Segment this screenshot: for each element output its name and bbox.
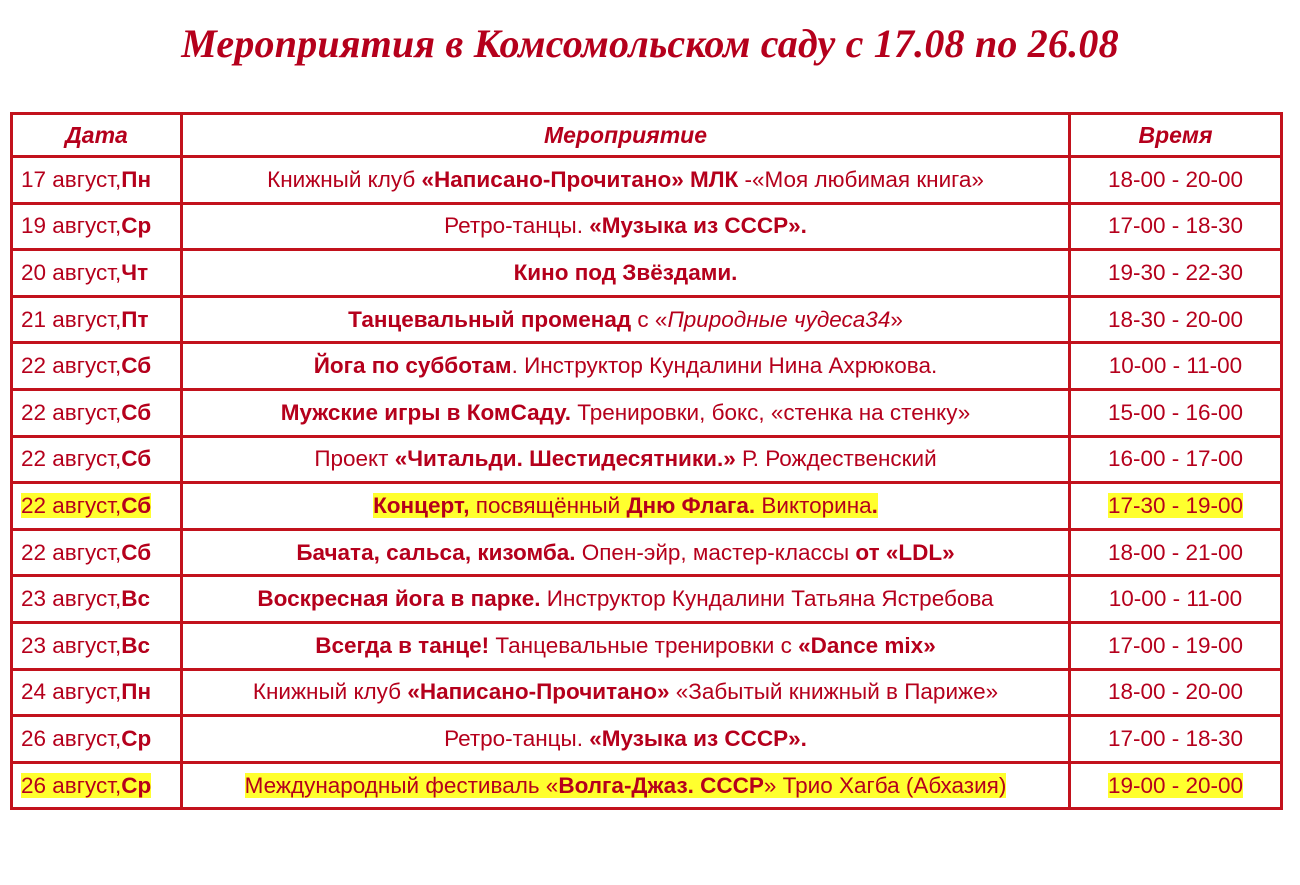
- date-cell: [12, 622, 182, 669]
- table-row: [12, 529, 1282, 576]
- time-cell: [1070, 529, 1282, 576]
- table-row: [12, 296, 1282, 343]
- weekday: Ср: [121, 772, 152, 798]
- event-highlight: Танцевальный променад: [348, 306, 632, 332]
- table-row: [12, 343, 1282, 390]
- event-text: . Инструктор Кундалини Нина Ахрюкова.: [511, 353, 938, 379]
- event-text: »: [890, 306, 903, 332]
- event-text: Р. Рождественский: [735, 446, 937, 472]
- date-text: 26 август,: [21, 772, 122, 798]
- highlighted-date: [21, 493, 151, 518]
- weekday: Чт: [121, 259, 149, 285]
- event-cell: [182, 203, 1070, 250]
- event-cell: [182, 762, 1070, 809]
- time-cell: [1070, 203, 1282, 250]
- time-cell: [1070, 343, 1282, 390]
- event-text: посвящённый: [469, 492, 627, 518]
- event-text: Танцевальные тренировки с: [489, 632, 799, 658]
- event-highlight: «Музыка из СССР».: [589, 725, 807, 751]
- time-text: 19-30 - 22-30: [1107, 259, 1244, 285]
- event-cell: [182, 296, 1070, 343]
- highlighted-event: [373, 493, 878, 518]
- event-text: Ретро-танцы.: [444, 725, 590, 751]
- event-cell: [182, 389, 1070, 436]
- time-text: 16-00 - 17-00: [1107, 446, 1244, 472]
- time-cell: [1070, 669, 1282, 716]
- weekday: Сб: [121, 492, 152, 518]
- table-row: [12, 250, 1282, 297]
- time-text: 18-00 - 20-00: [1107, 166, 1244, 192]
- event-highlight: «Читальди. Шестидесятники.»: [394, 446, 736, 472]
- table-header-row: [12, 114, 1282, 157]
- event-text: Тренировки, бокс, «стенка на стенку»: [570, 399, 971, 425]
- weekday: Сб: [121, 353, 152, 379]
- time-cell: [1070, 296, 1282, 343]
- highlighted-event: [245, 773, 1007, 798]
- event-highlight: Йога по субботам: [313, 353, 512, 379]
- time-text: 17-00 - 18-30: [1107, 213, 1244, 239]
- event-highlight: «Написано-Прочитано»: [407, 679, 670, 705]
- time-cell: [1070, 436, 1282, 483]
- table-row: [12, 203, 1282, 250]
- time-text: 17-00 - 19-00: [1107, 632, 1244, 658]
- time-cell: [1070, 762, 1282, 809]
- date-cell: [12, 250, 182, 297]
- date-cell: [12, 157, 182, 204]
- date-cell: [12, 762, 182, 809]
- time-text: 18-00 - 21-00: [1107, 539, 1244, 565]
- weekday: Ср: [121, 725, 152, 751]
- event-highlight: Воскресная йога в парке.: [257, 586, 541, 612]
- date-text: 17 август,: [21, 166, 122, 192]
- date-text: 22 август,: [21, 353, 122, 379]
- table-row: [12, 389, 1282, 436]
- event-text: -«Моя любимая книга»: [738, 166, 984, 192]
- header-time: Время: [1070, 114, 1282, 157]
- weekday: Сб: [121, 399, 152, 425]
- time-cell: [1070, 389, 1282, 436]
- event-text: Международный фестиваль «: [244, 772, 559, 798]
- event-highlight: «Написано-Прочитано» МЛК: [421, 166, 739, 192]
- date-text: 19 август,: [21, 213, 122, 239]
- date-text: 22 август,: [21, 492, 122, 518]
- time-text: 19-00 - 20-00: [1107, 772, 1244, 798]
- weekday: Ср: [121, 213, 152, 239]
- time-cell: [1070, 250, 1282, 297]
- table-row: [12, 157, 1282, 204]
- event-highlight: Дню Флага.: [626, 492, 756, 518]
- table-row: [12, 576, 1282, 623]
- event-highlight: Концерт,: [373, 492, 470, 518]
- table-row: [12, 483, 1282, 530]
- event-text: Опен-эйр, мастер-классы: [575, 539, 856, 565]
- event-cell: [182, 157, 1070, 204]
- event-highlight: Кино под Звёздами.: [513, 259, 738, 285]
- time-text: 18-30 - 20-00: [1107, 306, 1244, 332]
- events-table: [10, 112, 1283, 810]
- date-text: 20 август,: [21, 259, 122, 285]
- page-title: Мероприятия в Комсомольском саду с 17.08 по 26.08: [181, 21, 1119, 66]
- date-text: 22 август,: [21, 539, 122, 565]
- event-highlight: Волга-Джаз. СССР: [558, 772, 764, 798]
- date-cell: [12, 203, 182, 250]
- table-row: [12, 436, 1282, 483]
- weekday: Сб: [121, 539, 152, 565]
- date-text: 21 август,: [21, 306, 122, 332]
- date-cell: [12, 389, 182, 436]
- date-cell: [12, 716, 182, 763]
- event-text: «Забытый книжный в Париже»: [669, 679, 999, 705]
- weekday: Вс: [121, 632, 151, 658]
- event-cell: [182, 529, 1070, 576]
- event-cell: [182, 343, 1070, 390]
- date-cell: [12, 669, 182, 716]
- event-cell: [182, 576, 1070, 623]
- event-highlight: .: [871, 492, 878, 518]
- header-event: Мероприятие: [182, 114, 1070, 157]
- event-highlight: Всегда в танце!: [315, 632, 490, 658]
- event-cell: [182, 622, 1070, 669]
- event-highlight: Мужские игры в КомСаду.: [280, 399, 571, 425]
- event-highlight: «Музыка из СССР».: [589, 213, 807, 239]
- event-text: Инструктор Кундалини Татьяна Ястребова: [540, 586, 994, 612]
- date-cell: [12, 296, 182, 343]
- time-text: 18-00 - 20-00: [1107, 679, 1244, 705]
- date-cell: [12, 483, 182, 530]
- table-row: [12, 669, 1282, 716]
- date-text: 23 август,: [21, 632, 122, 658]
- date-cell: [12, 436, 182, 483]
- event-text: Ретро-танцы.: [444, 213, 590, 239]
- date-cell: [12, 529, 182, 576]
- event-cell: [182, 669, 1070, 716]
- event-highlight: от «LDL»: [855, 539, 955, 565]
- header-date: Дата: [12, 114, 182, 157]
- event-text: Викторина: [755, 492, 872, 518]
- date-text: 26 август,: [21, 725, 122, 751]
- event-cell: [182, 483, 1070, 530]
- weekday: Пн: [121, 166, 152, 192]
- time-text: 17-30 - 19-00: [1107, 492, 1244, 518]
- event-text: Книжный клуб: [267, 166, 422, 192]
- date-cell: [12, 343, 182, 390]
- event-text: Книжный клуб: [252, 679, 408, 705]
- time-text: 15-00 - 16-00: [1107, 399, 1244, 425]
- weekday: Пт: [121, 306, 149, 332]
- date-text: 23 август,: [21, 586, 122, 612]
- time-text: 10-00 - 11-00: [1108, 586, 1243, 612]
- date-text: 24 август,: [21, 679, 122, 705]
- highlighted-date: [21, 773, 151, 798]
- date-text: 22 август,: [21, 399, 122, 425]
- time-text: 10-00 - 11-00: [1108, 353, 1243, 379]
- event-cell: [182, 716, 1070, 763]
- event-italic: Природные чудеса34: [667, 306, 891, 332]
- date-text: 22 август,: [21, 446, 122, 472]
- event-highlight: «Dance mix»: [798, 632, 936, 658]
- time-text: 17-00 - 18-30: [1107, 725, 1244, 751]
- table-row: [12, 762, 1282, 809]
- date-cell: [12, 576, 182, 623]
- event-text: Проект: [314, 446, 395, 472]
- event-text: с «: [631, 306, 668, 332]
- weekday: Сб: [121, 446, 152, 472]
- event-cell: [182, 250, 1070, 297]
- weekday: Пн: [121, 679, 152, 705]
- time-cell: [1070, 622, 1282, 669]
- event-highlight: Бачата, сальса, кизомба.: [296, 539, 576, 565]
- time-cell: [1070, 716, 1282, 763]
- weekday: Вс: [121, 586, 151, 612]
- event-text: » Трио Хагба (Абхазия): [763, 772, 1007, 798]
- time-cell: [1070, 157, 1282, 204]
- time-cell: [1070, 576, 1282, 623]
- time-cell: [1070, 483, 1282, 530]
- table-row: [12, 716, 1282, 763]
- event-cell: [182, 436, 1070, 483]
- table-row: [12, 622, 1282, 669]
